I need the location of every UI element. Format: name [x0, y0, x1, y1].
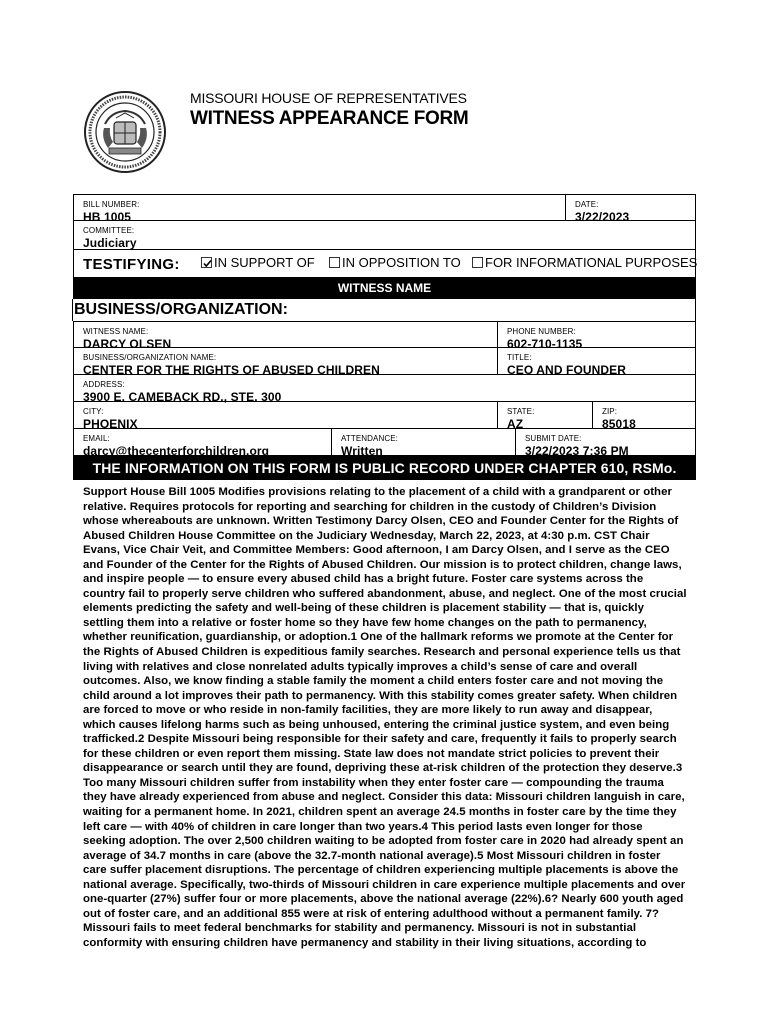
public-record-notice: THE INFORMATION ON THIS FORM IS PUBLIC RECORD UNDER CHAPTER 610, RSMo. — [73, 456, 696, 480]
state-label: STATE: — [507, 407, 535, 416]
title-value: CEO AND FOUNDER — [507, 363, 627, 377]
organization-row — [73, 348, 696, 375]
in-opposition-label: IN OPPOSITION TO — [342, 255, 461, 270]
witness-name-label: WITNESS NAME: — [83, 327, 149, 336]
title-label: TITLE: — [507, 353, 532, 362]
witness-name-row — [73, 321, 696, 351]
witness-form — [73, 194, 696, 480]
missouri-state-seal-icon — [83, 90, 167, 174]
phone-value: 602-710-1135 — [507, 337, 583, 351]
header-subtitle: MISSOURI HOUSE OF REPRESENTATIVES — [190, 90, 467, 106]
date-label: DATE: — [575, 200, 599, 209]
committee-row — [73, 221, 696, 250]
city-row — [73, 402, 696, 429]
in-support-label: IN SUPPORT OF — [214, 255, 315, 270]
email-row — [73, 429, 696, 456]
address-row — [73, 375, 696, 402]
bill-number-value: HB 1005 — [83, 210, 132, 224]
form-title: WITNESS APPEARANCE FORM — [190, 108, 469, 129]
attendance-value: Written — [341, 444, 383, 458]
attendance-label: ATTENDANCE: — [341, 434, 398, 443]
informational-label: FOR INFORMATIONAL PURPOSES — [485, 255, 698, 270]
committee-value: Judiciary — [83, 236, 137, 250]
bill-number-label: BILL NUMBER: — [83, 200, 140, 209]
submit-date-value: 3/22/2023 7:36 PM — [525, 444, 629, 458]
in-support-checkbox[interactable] — [201, 257, 212, 268]
witness-name-bar: WITNESS NAME — [73, 278, 696, 299]
checkmark-icon — [202, 258, 213, 269]
informational-checkbox[interactable] — [472, 257, 483, 268]
witness-name-value: DARCY OLSEN — [83, 337, 172, 351]
zip-label: ZIP: — [602, 407, 618, 416]
state-value: AZ — [507, 417, 524, 431]
bill-row — [73, 194, 696, 224]
informational-option[interactable] — [472, 255, 697, 270]
address-label: ADDRESS: — [83, 380, 125, 389]
email-label: EMAIL: — [83, 434, 110, 443]
city-label: CITY: — [83, 407, 104, 416]
address-value: 3900 E. CAMEBACK RD., STE. 300 — [83, 390, 282, 404]
organization-label: BUSINESS/ORGANIZATION NAME: — [83, 353, 217, 362]
in-support-option[interactable] — [201, 255, 315, 270]
in-opposition-option[interactable] — [329, 255, 461, 270]
zip-value: 85018 — [602, 417, 636, 431]
testimony-text: Support House Bill 1005 Modifies provisions relating to the placement of a child with a grandparent or other relative. Requires protocols for reporting and searching for children in the custody of Children’s Division whose whereabouts are unknown. Written Testimony Darcy Olsen, CEO and Founder Center for the Rights of Abused Children House Committee on the Judiciary Wednesday, March 22, 2023, at 4:30 p.m. CST Chair Evans, Vice Chair Veit, and Committee Members: Good afternoon, I am Darcy Olsen, and I serve as the CEO and Founder of the Center for the Rights of Abused Children. Our mission is to protect children, change laws, and inspire people — to ensure every abused child has a bright future. Foster care systems across the country fail to properly serve children who suffered abandonment, abuse, and neglect. One of the most crucial elements predicting the safety and well-being of these children is placement stability — that is, quickly settling them into a relative or foster home so they have few home changes on the path to permanency, whether reunification, guardianship, or adoption.1 One of the hallmark reforms we promote at the Center for the Rights of Abused Children is expeditious family searches. Research and personal experience tells us that living with relatives and close nonrelated adults typically improves a child’s sense of care and overall outcomes. Also, we know finding a stable family the moment a child enters foster care and not moving the child around a lot improves their path to permanency. With this stability comes greater safety. When children are forced to move or who reside in non-family facilities, they are more likely to run away and disappear, which causes lifelong harms such as being unhoused, entering the criminal justice system, and even being trafficked.2 Despite Missouri being responsible for their safety and care, frequently it fails to properly search for these children or even report them missing. State law does not mandate strict policies to prevent their disappearance or search until they are found, depriving these at-risk children of the protection they deserve.3 Too many Missouri children suffer from instability when they enter foster care — compounding the trauma they have already experienced from abuse and neglect. Consider this data: Missouri children languish in care, waiting for a permanent home. In 2021, children spent an average 24.5 months in foster care by the time they left care — with 40% of children in care longer than two years.4 This period lasts even longer for those seeking adoption. The over 2,500 children waiting to be adopted from foster care in 2020 had already spent an average of 34.7 months in care (above the 32.7-month national average).5 Most Missouri children in foster care suffer placement disruptions. The percentage of children experiencing multiple placements is above the national average. Specifically, two-thirds of Missouri children in care experience multiple placements and over one-quarter (27%) suffer four or more placements, above the national average (22%).6? Nearly 600 youth aged out of foster care, and an additional 855 were at risk of entering adulthood without a permanent family. 7? Missouri fails to meet federal benchmarks for stability and permanency. Missouri is not in substantial conformity with ensuring children have permanency and stability in their living situations, according to — [83, 486, 687, 949]
organization-value: CENTER FOR THE RIGHTS OF ABUSED CHILDREN — [83, 363, 380, 377]
submit-date-label: SUBMIT DATE: — [525, 434, 582, 443]
email-value: darcy@thecenterforchildren.org — [83, 444, 270, 458]
testifying-row — [73, 250, 696, 278]
testifying-label: TESTIFYING: — [83, 256, 180, 273]
city-value: PHOENIX — [83, 417, 138, 431]
committee-label: COMMITTEE: — [83, 226, 135, 235]
in-opposition-checkbox[interactable] — [329, 257, 340, 268]
phone-label: PHONE NUMBER: — [507, 327, 576, 336]
business-organization-heading: BUSINESS/ORGANIZATION: — [72, 299, 696, 321]
date-value: 3/22/2023 — [575, 210, 630, 224]
